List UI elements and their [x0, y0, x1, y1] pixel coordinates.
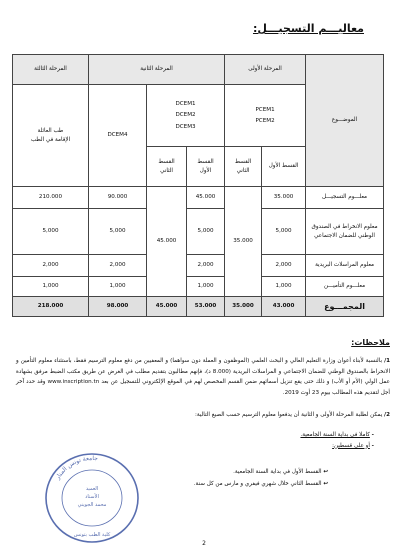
stamp-line-3: محمد الجويني	[77, 502, 107, 508]
option-installments-text: أو على قسطين:	[332, 442, 370, 449]
cell-stage2-inst1: 45.000	[187, 187, 225, 209]
row-label: معلوم المراسلات البريدية	[306, 255, 384, 277]
cell-stage2-inst1: 5,000	[187, 209, 225, 255]
row-label: معلـــوم التسجيـــل	[306, 187, 384, 209]
resident-header	[13, 85, 89, 187]
stage2-inst2-header	[147, 147, 187, 187]
row-label: معلوم الانخراط في الصندوق الوطني للضمان الاجتماعي	[306, 209, 384, 255]
cell-stage1-inst2: 35.000	[225, 187, 262, 297]
level-dcem3: DCEM3	[175, 123, 196, 130]
stage1-levels	[225, 85, 306, 147]
total-stage2-inst1: 53.000	[187, 297, 225, 317]
note-1	[16, 356, 390, 399]
cell-dcem4: 90.000	[89, 187, 147, 209]
stage3-header	[13, 55, 89, 85]
inst2-word-2: الثاني	[236, 167, 250, 174]
stage2-levels	[147, 85, 225, 147]
total-stage1-inst1: 43.000	[262, 297, 306, 317]
inst2-word-1: القسط	[234, 159, 252, 166]
stamp-line-2: الأستاذ	[85, 494, 99, 500]
installment-first	[128, 466, 328, 478]
option-full	[134, 430, 374, 441]
note-1-text: بالنسبة لأبناء أعوان وزارة التعليم العالي و البحث العلمي (الموظفون و العملة دون سواهما) و المعفيين من دفع معلوم الترسيم فقط، باستثناء معلوم التأمين و الانخراط بالصندوق الوطني للضمان الاجتماعي و المراسلات البريدية (8.000 د)، فإنهم مطالبون بتقديم مطلب في الغرض عن طريق مكتب الضبط مرفق بشهادة عمل الولي (الأم أو الأب) و ذلك حتى يقع تنزيل أسمائهم ضمن القسم المخصص لهم في الموقع الإلكتروني للتسجيل عن بعد www.inscription.tn وقد حدد آخر أجل لتقديم هذه المطالب بيوم 23 أوت 2019.	[16, 358, 390, 396]
total-dcem4: 98.000	[89, 297, 147, 317]
cell-resident: 5,000	[13, 209, 89, 255]
option-full-text: كاملا في بداية السنة الجامعية.	[300, 432, 370, 438]
table-row	[13, 209, 384, 255]
cell-stage1-inst1: 2,000	[262, 255, 306, 277]
cell-resident: 1,000	[13, 277, 89, 297]
total-label: المجمـــوع	[306, 297, 384, 317]
cell-stage1-inst1: 1,000	[262, 277, 306, 297]
installment-second-text: القسط الثاني خلال شهري فيفري و مارس من كل سنة.	[193, 481, 322, 488]
level-dcem2: DCEM2	[175, 112, 196, 119]
stage1-header: المرحلة الأولى	[225, 55, 306, 85]
fees-table	[12, 54, 384, 317]
stamp-line-4: كلية الطب بتونس	[73, 532, 111, 538]
page-number: 2	[202, 540, 206, 547]
official-stamp	[40, 450, 144, 546]
option-installments	[134, 441, 374, 452]
cell-stage2-inst2: 45.000	[147, 187, 187, 297]
stamp-ring-text: جامعة تونس المنار	[54, 454, 99, 481]
inst2-word-1: القسط	[158, 159, 175, 166]
inst2-word-2: الثاني	[160, 167, 173, 174]
resident-line-1: طب العائلة	[37, 128, 64, 135]
inst1-word-2: الأول	[199, 167, 212, 174]
bullet-icon: -	[371, 442, 374, 449]
level-pcem1: PCEM1	[255, 106, 275, 113]
note-2	[16, 410, 390, 421]
page-title: معاليـــم التسجيـــل:	[252, 22, 364, 35]
notes-title: ملاحظات:	[351, 338, 390, 347]
total-stage2-inst2: 45.000	[147, 297, 187, 317]
cell-dcem4: 2,000	[89, 255, 147, 277]
inst1-word-1: القسط	[197, 159, 214, 166]
installment-second	[128, 478, 328, 490]
subject-header: الموضـــوع	[306, 55, 384, 187]
table-row	[13, 277, 384, 297]
row-label: معلـــوم التأميـــن	[306, 277, 384, 297]
svg-text:جامعة تونس المنار	[54, 455, 99, 482]
total-stage1-inst2: 35.000	[225, 297, 262, 317]
stage1-inst1-header: القسط الأول	[262, 147, 306, 187]
resident-line-2: الإقامة في الطب	[30, 136, 71, 143]
note-1-number: 1/	[384, 358, 391, 364]
bullet-icon: -	[371, 432, 374, 438]
table-row	[13, 187, 384, 209]
cell-stage2-inst1: 2,000	[187, 255, 225, 277]
note-2-number: 2/	[384, 412, 390, 418]
table-row	[13, 255, 384, 277]
level-dcem1: DCEM1	[175, 101, 196, 108]
total-resident: 218.000	[13, 297, 89, 317]
stage2-inst1-header	[187, 147, 225, 187]
cell-stage1-inst1: 35.000	[262, 187, 306, 209]
arrow-left-icon: ↩	[323, 469, 328, 475]
stage1-inst2-header	[225, 147, 262, 187]
note-2-text: يمكن لطلبة المرحلة الأولى و الثانية أن يدفعوا معلوم الترسيم حسب الصيغ التالية:	[195, 412, 383, 418]
level-dcem4: DCEM4	[89, 85, 147, 187]
arrow-left-icon: ↩	[323, 481, 328, 488]
installment-list	[128, 466, 328, 491]
cell-resident: 2,000	[13, 255, 89, 277]
payment-options	[134, 430, 374, 451]
cell-stage2-inst1: 1,000	[187, 277, 225, 297]
cell-resident: 210.000	[13, 187, 89, 209]
cell-stage1-inst1: 5,000	[262, 209, 306, 255]
level-pcem2: PCEM2	[255, 118, 275, 124]
stage3-label: المرحلة الثالثة	[34, 66, 67, 73]
cell-dcem4: 1,000	[89, 277, 147, 297]
cell-dcem4: 5,000	[89, 209, 147, 255]
stamp-line-1: العميد	[85, 486, 99, 492]
installment-first-text: القسط الأول في بداية السنة الجامعية.	[233, 469, 322, 475]
total-row	[13, 297, 384, 317]
stage2-header: المرحلة الثانية	[89, 55, 225, 85]
